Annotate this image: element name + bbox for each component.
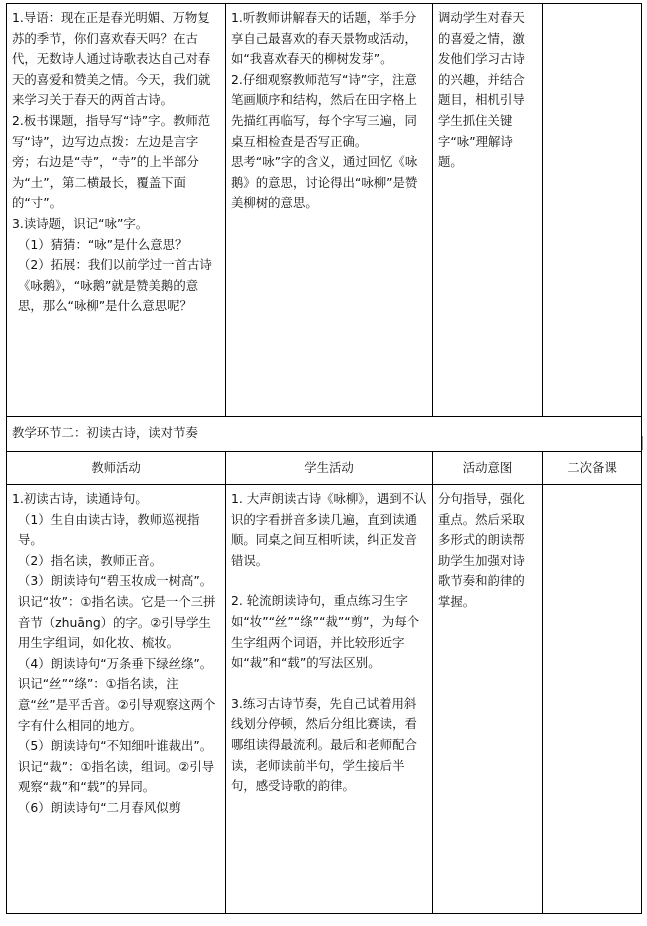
- table-row: [7, 4, 642, 417]
- teacher-paragraph: （5）朗读诗句“不知细叶谁裁出”。识记“裁”：①指名读，组词。②引导观察“裁”和“载”的异同。: [18, 738, 215, 795]
- page-edge-marker: [642, 436, 647, 450]
- teacher-paragraph: （2）拓展：我们以前学过一首古诗《咏鹅》，“咏鹅”就是赞美鹅的意思，那么“咏柳”是什么意思呢？: [18, 257, 212, 314]
- section-title: 教学环节二：初读古诗，读对节奏: [7, 417, 642, 452]
- paragraph-spacer: [231, 674, 427, 694]
- activity-intent-cell: [433, 485, 543, 914]
- intent-paragraph: 调动学生对春天的喜爱之情，激发他们学习古诗的兴趣，并结合题目，相机引导学生抓住关键字“咏”理解诗题。: [438, 10, 525, 170]
- teacher-paragraph: （6）朗读诗句“二月春风似剪: [18, 799, 181, 815]
- teacher-activity-cell: [7, 4, 226, 417]
- teacher-activity-cell: [7, 485, 226, 914]
- header-row: [7, 452, 642, 485]
- teacher-paragraph: 1.导语：现在正是春光明媚、万物复苏的季节，你们喜欢春天吗？在古代，无数诗人通过诗歌表达自己对春天的喜爱和赞美之情。今天，我们就来学习关于春天的两首古诗。: [12, 10, 211, 108]
- teacher-paragraph: （1）生自由读古诗，教师巡视指导。: [18, 511, 200, 548]
- student-paragraph: 2. 轮流朗读诗句，重点练习生字如“妆”“丝”“绦”“裁”“剪”，为每个生字组两个词语，并比较形近字如“裁”和“载”的写法区别。: [231, 593, 420, 671]
- teacher-paragraph: 2.板书课题，指导写“诗”字。教师范写“诗”，边写边点拨：左边是言字旁；右边是“寺”，“寺”的上半部分为“土”，第二横最长，覆盖下面的“寸”。: [12, 112, 211, 211]
- section-row: [7, 417, 642, 452]
- student-activity-cell: [226, 4, 433, 417]
- student-paragraph: 2.仔细观察教师范写“诗”字，注意笔画顺序和结构，然后在田字格上先描红再临写，每个字写三遍，同桌互相检查是否写正确。: [231, 71, 417, 149]
- intent-paragraph: 分句指导，强化重点。然后采取多形式的朗读帮助学生加强对诗歌节奏和韵律的掌握。: [438, 491, 525, 609]
- student-paragraph: 1.听教师讲解春天的话题，举手分享自己最喜欢的春天景物或活动，如“我喜欢春天的柳树发芽”。: [231, 10, 417, 67]
- header-revision: 二次备课: [543, 452, 642, 485]
- teacher-paragraph: （4）朗读诗句“万条垂下绿丝绦”。识记“丝”“绦”：①指名读，注意“丝”是平舌音。②引导观察这两个字有什么相同的地方。: [18, 655, 216, 733]
- header-teacher-activity: 教师活动: [7, 452, 226, 485]
- student-paragraph: 1. 大声朗读古诗《咏柳》，遇到不认识的字看拼音多读几遍，直到读通顺。同桌之间互相听读，纠正发音错误。: [231, 491, 427, 568]
- paragraph-spacer: [231, 571, 427, 591]
- student-paragraph: 思考“咏”字的含义，通过回忆《咏鹅》的意思，讨论得出“咏柳”是赞美柳树的意思。: [231, 154, 418, 211]
- teacher-paragraph: （3）朗读诗句“碧玉妆成一树高”。识记“妆”：①指名读。它是一个三拼音节（zhuāng）的字。②引导学生用生字组词，如化妆、梳妆。: [18, 573, 216, 651]
- header-student-activity: 学生活动: [226, 452, 433, 485]
- student-paragraph: 3.练习古诗节奏，先自己试着用斜线划分停顿，然后分组比赛读，看哪组读得最流利。最后和老师配合读，老师读前半句，学生接后半句，感受诗歌的韵律。: [231, 695, 417, 794]
- activity-intent-cell: [433, 4, 543, 417]
- teacher-paragraph: 3.读诗题，识记“咏”字。: [12, 215, 149, 231]
- teacher-paragraph: （1）猜猜：“咏”是什么意思？: [18, 236, 188, 252]
- lesson-plan-table: [6, 3, 642, 914]
- teacher-paragraph: （2）指名读，教师正音。: [18, 552, 163, 568]
- teacher-paragraph: 1.初读古诗，读通诗句。: [12, 491, 148, 506]
- student-activity-cell: [226, 485, 433, 914]
- table-row: [7, 485, 642, 914]
- header-activity-intent: 活动意图: [433, 452, 543, 485]
- revision-cell: [543, 485, 642, 914]
- revision-cell: [543, 4, 642, 417]
- lesson-plan-page: [6, 3, 636, 914]
